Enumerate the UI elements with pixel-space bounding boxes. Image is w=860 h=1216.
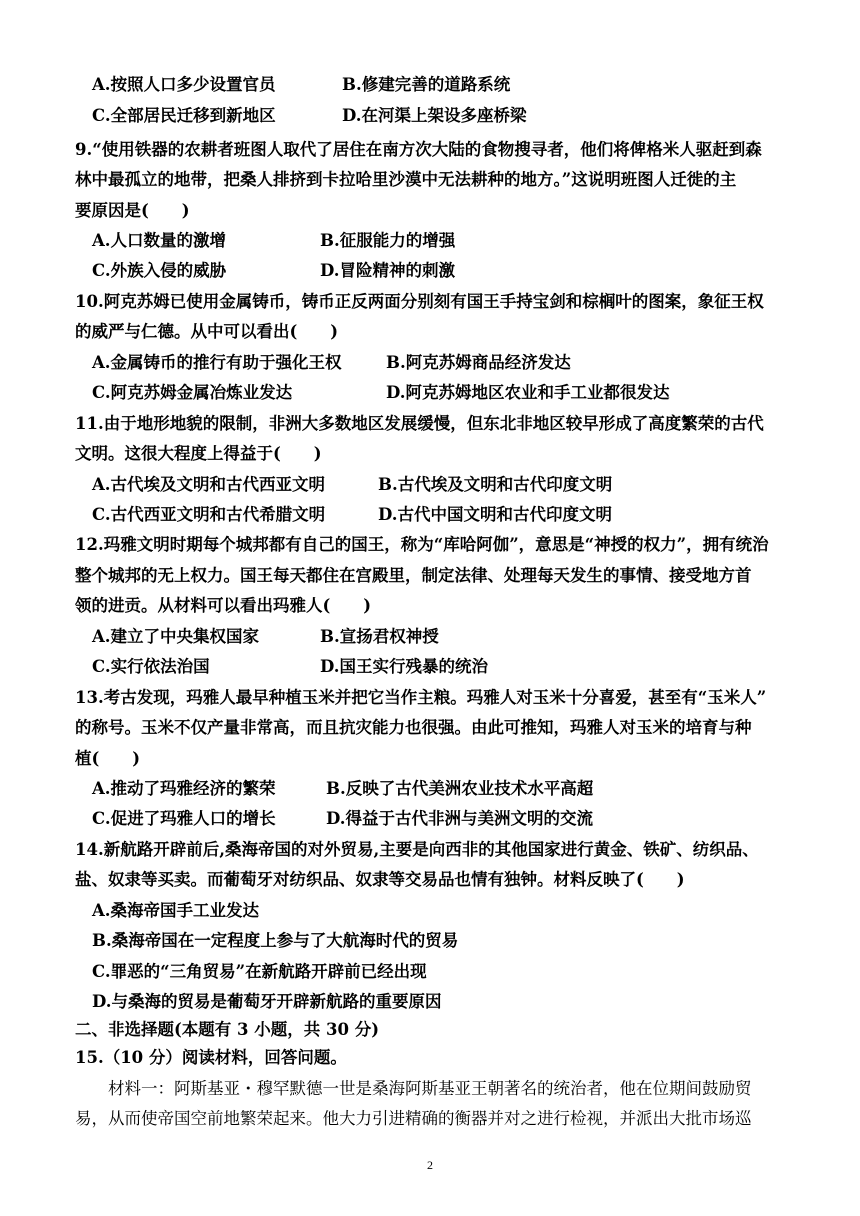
q14-option-a: A.桑海帝国手工业发达: [92, 901, 260, 920]
q9-option-d: D.冒险精神的刺激: [320, 261, 455, 280]
q11-options-row-2: [0, 500, 860, 530]
q12-options-row-2: [0, 652, 860, 682]
q11-stem-line-2: 文明。这很大程度上得益于( ): [75, 444, 322, 463]
material-line-2: 易，从而使帝国空前地繁荣起来。他大力引进精确的衡器并对之进行检视，并派出大批市场巡: [75, 1109, 752, 1128]
q11-option-d: D.古代中国文明和古代印度文明: [378, 505, 612, 524]
q10-options-row-2: [0, 378, 860, 408]
q14-stem-line-2: 盐、奴隶等买卖。而葡萄牙对纺织品、奴隶等交易品也情有独钟。材料反映了( ): [75, 870, 685, 889]
q11-option-c: C.古代西亚文明和古代希腊文明: [92, 505, 326, 524]
q11-options-row-1: [0, 470, 860, 500]
q10-option-a: A.金属铸币的推行有助于强化王权: [92, 353, 342, 372]
q11-option-b: B.古代埃及文明和古代印度文明: [378, 475, 613, 494]
q13-option-b: B.反映了古代美洲农业技术水平高超: [326, 779, 594, 798]
q13-option-d: D.得益于古代非洲与美洲文明的交流: [326, 809, 593, 828]
q15-title: 15.（10 分）阅读材料，回答问题。: [75, 1048, 347, 1067]
q12-option-c: C.实行依法治国: [92, 657, 210, 676]
q14-option-b: B.桑海帝国在一定程度上参与了大航海时代的贸易: [92, 931, 459, 950]
q10-options-row-1: [0, 348, 860, 378]
q9-stem-line-2: 林中最孤立的地带，把桑人排挤到卡拉哈里沙漠中无法耕种的地方。”这说明班图人迁徙的主: [75, 170, 737, 189]
q12-option-b: B.宣扬君权神授: [320, 627, 439, 646]
q11-stem-line-1: 11.由于地形地貌的限制，非洲大多数地区发展缓慢，但东北非地区较早形成了高度繁荣的古代: [75, 414, 764, 433]
section-heading: 二、非选择题(本题有 3 小题，共 30 分): [75, 1020, 380, 1039]
q12-stem-line-2: 整个城邦的无上权力。国王每天都住在宫殿里，制定法律、处理每天发生的事情、接受地方首: [75, 566, 752, 585]
q12-stem-line-3: 领的进贡。从材料可以看出玛雅人( ): [75, 596, 372, 615]
q9-options-row-2: [0, 256, 860, 286]
q13-stem-line-3: 植( ): [75, 749, 141, 768]
q13-options-row-2: [0, 804, 860, 834]
q9-option-c: C.外族入侵的威胁: [92, 261, 227, 280]
q9-option-b: B.征服能力的增强: [320, 231, 456, 250]
q14-option-d: D.与桑海的贸易是葡萄牙开辟新航路的重要原因: [92, 992, 442, 1011]
material-line-1: 材料一：阿斯基亚・穆罕默德一世是桑海阿斯基亚王朝著名的统治者，他在位期间鼓励贸: [108, 1079, 752, 1098]
q8-option-d: D.在河渠上架设多座桥梁: [342, 106, 527, 125]
q10-option-b: B.阿克苏姆商品经济发达: [386, 353, 571, 372]
q13-option-c: C.促进了玛雅人口的增长: [92, 809, 276, 828]
q8-option-a: A.按照人口多少设置官员: [92, 75, 276, 94]
q14-option-c: C.罪恶的“三角贸易”在新航路开辟前已经出现: [92, 962, 427, 981]
q13-stem-line-1: 13.考古发现，玛雅人最早种植玉米并把它当作主粮。玛雅人对玉米十分喜爱，甚至有“玉米人”: [75, 688, 767, 707]
q12-stem-line-1: 12.玛雅文明时期每个城邦都有自己的国王，称为“库哈阿伽”，意思是“神授的权力”，拥有统治: [75, 535, 769, 554]
q8-option-b: B.修建完善的道路系统: [342, 75, 511, 94]
q8-options-row-2: [0, 101, 860, 131]
q8-option-c: C.全部居民迁移到新地区: [92, 106, 276, 125]
q10-option-d: D.阿克苏姆地区农业和手工业都很发达: [386, 383, 670, 402]
q10-option-c: C.阿克苏姆金属冶炼业发达: [92, 383, 293, 402]
page-number: 2: [427, 1158, 433, 1172]
q9-options-row-1: [0, 226, 860, 256]
q9-option-a: A.人口数量的激增: [92, 231, 227, 250]
q9-stem-line-3: 要原因是( ): [75, 201, 190, 220]
q8-options-row-1: [0, 70, 860, 100]
q10-stem-line-2: 的威严与仁德。从中可以看出( ): [75, 322, 339, 341]
q14-stem-line-1: 14.新航路开辟前后,桑海帝国的对外贸易,主要是向西非的其他国家进行黄金、铁矿、纺织品、: [75, 840, 759, 859]
q12-option-d: D.国王实行残暴的统治: [320, 657, 488, 676]
q11-option-a: A.古代埃及文明和古代西亚文明: [92, 475, 326, 494]
q12-option-a: A.建立了中央集权国家: [92, 627, 260, 646]
q9-stem-line-1: 9.“使用铁器的农耕者班图人取代了居住在南方次大陆的食物搜寻者，他们将俾格米人驱赶到森: [75, 140, 762, 159]
q13-options-row-1: [0, 774, 860, 804]
q13-option-a: A.推动了玛雅经济的繁荣: [92, 779, 276, 798]
q10-stem-line-1: 10.阿克苏姆已使用金属铸币，铸币正反两面分别刻有国王手持宝剑和棕榈叶的图案，象征王权: [75, 292, 764, 311]
q12-options-row-1: [0, 622, 860, 652]
q13-stem-line-2: 的称号。玉米不仅产量非常高，而且抗灾能力也很强。由此可推知，玛雅人对玉米的培育与种: [75, 718, 752, 737]
